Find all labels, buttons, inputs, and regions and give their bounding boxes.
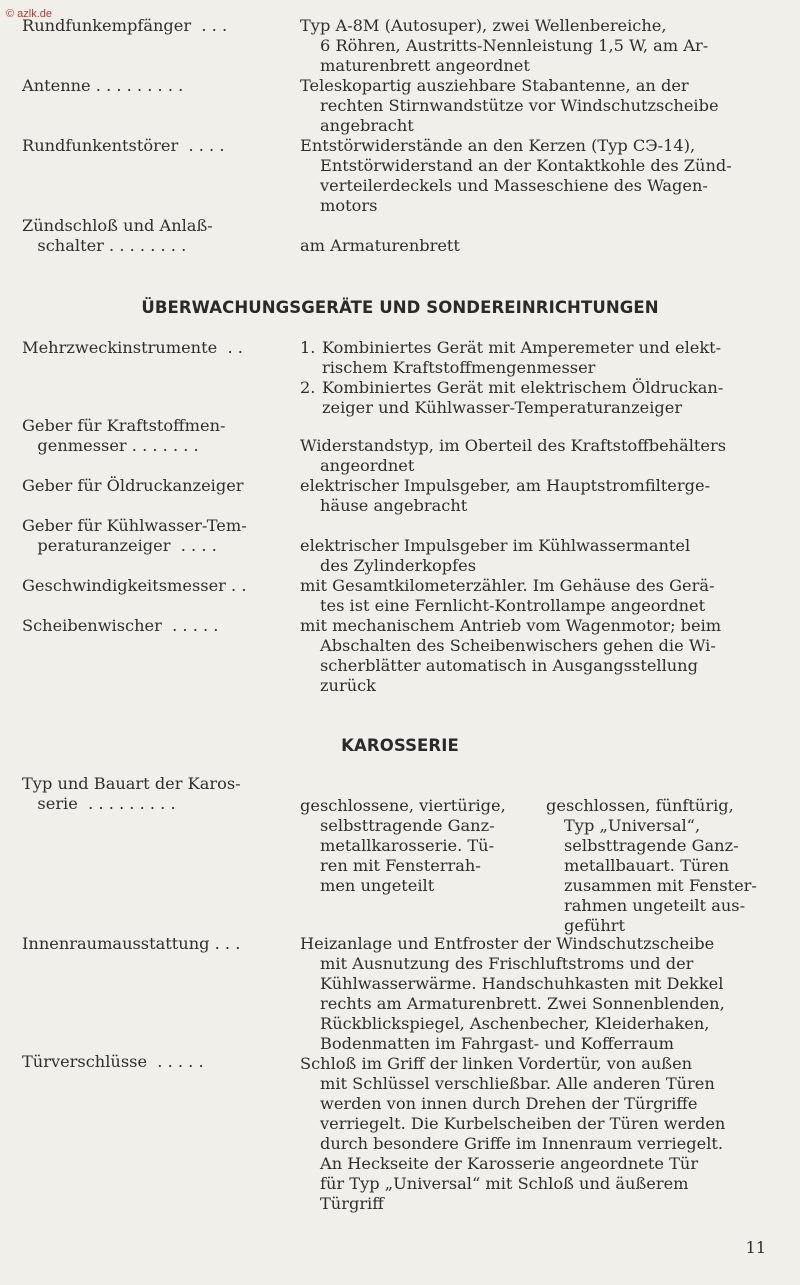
desc-line: Rückblickspiegel, Aschenbecher, Kleiderhaken, [320,1014,710,1033]
desc-line: Entstörwiderstände an den Kerzen (Typ CЭ-14), [300,136,696,155]
desc-line: Widerstandstyp, im Oberteil des Kraftstoffbehälters [300,436,727,455]
desc-line: rischem Kraftstoffmengenmesser [322,358,596,377]
desc-line: geschlossene, viertürige, [300,796,506,815]
label-interior: Innenraumausstattung . . . [22,934,241,953]
desc-line: Türgriff [320,1194,384,1213]
desc-line: des Zylinderkopfes [320,556,477,575]
desc-line: am Armaturenbrett [300,236,460,255]
desc-line: mit mechanischem Antrieb vom Wagenmotor; beim [300,616,722,635]
body-type-universal [546,796,776,936]
desc-line: Schloß im Griff der linken Vordertür, von außen [300,1054,693,1073]
label-multi-instruments: Mehrzweckinstrumente . . [22,338,243,357]
desc-interior [300,934,774,1054]
heading-body: KAROSSERIE [341,736,459,755]
label-ignition: Zündschloß und Anlaß- schalter . . . . . . . . [22,216,213,255]
label-radio: Rundfunkempfänger . . . [22,16,228,35]
desc-line: Heizanlage und Entfroster der Windschutzscheibe [300,934,715,953]
desc-line: angeordnet [320,456,415,475]
desc-antenna [300,76,774,136]
desc-line: maturenbrett angeordnet [320,56,530,75]
desc-line: mit Gesamtkilometerzähler. Im Gehäuse des Gerä- [300,576,715,595]
label-antenna: Antenne . . . . . . . . . [22,76,184,95]
item-number: 1. [300,338,316,357]
desc-suppressor [300,136,774,216]
page-number: 11 [745,1238,766,1257]
desc-line: tes ist eine Fernlicht-Kontrollampe angeordnet [320,596,706,615]
desc-line: zeiger und Kühlwasser-Temperaturanzeiger [322,398,683,417]
desc-line: ren mit Fensterrah- [320,856,481,875]
desc-ignition [300,236,774,256]
label-coolant-sender: Geber für Kühlwasser-Tem- peraturanzeiger . . . . [22,516,247,555]
desc-line: Bodenmatten im Fahrgast- und Kofferraum [320,1034,674,1053]
label-body-type: Typ und Bauart der Karos- serie . . . . . . . . . [22,774,241,813]
body-type-sedan [300,796,526,896]
watermark: © azlk.de [6,8,53,20]
desc-line: zurück [320,676,376,695]
desc-line: rechts am Armaturenbrett. Zwei Sonnenblenden, [320,994,725,1013]
desc-line: verteilerdeckels und Masseschiene des Wagen- [320,176,708,195]
desc-radio [300,16,774,76]
desc-line: geführt [564,916,626,935]
heading-monitoring: ÜBERWACHUNGSGERÄTE UND SONDEREINRICHTUNGEN [141,298,659,317]
desc-line: An Heckseite der Karosserie angeordnete Tür [320,1154,699,1173]
desc-line: scherblätter automatisch in Ausgangsstellung [320,656,698,675]
desc-line: werden von innen durch Drehen der Türgriffe [320,1094,698,1113]
desc-door-locks [300,1054,774,1214]
desc-line: Kühlwasserwärme. Handschuhkasten mit Dekkel [320,974,724,993]
desc-line: Abschalten des Scheibenwischers gehen die Wi- [320,636,716,655]
label-suppressor: Rundfunkentstörer . . . . [22,136,225,155]
desc-line: Entstörwiderstand an der Kontaktkohle des Zünd- [320,156,732,175]
desc-line: Teleskopartig ausziehbare Stabantenne, an der [300,76,689,95]
label-speedometer: Geschwindigkeitsmesser . . [22,576,247,595]
desc-line: selbsttragende Ganz- [564,836,739,855]
desc-line: häuse angebracht [320,496,468,515]
label-oil-sender: Geber für Öldruckanzeiger [22,476,244,495]
desc-line: elektrischer Impulsgeber, am Hauptstromfilterge- [300,476,711,495]
item-number: 2. [300,378,316,397]
desc-line: Typ „Universal“, [564,816,701,835]
desc-line: durch besondere Griffe im Innenraum verriegelt. [320,1134,724,1153]
desc-fuel-sender [300,436,774,476]
desc-line: metallkarosserie. Tü- [320,836,495,855]
desc-line: angebracht [320,116,414,135]
desc-line: selbsttragende Ganz- [320,816,495,835]
desc-line: Kombiniertes Gerät mit elektrischem Öldruckan- [322,378,724,397]
desc-line: mit Ausnutzung des Frischluftstroms und der [320,954,694,973]
desc-line: Kombiniertes Gerät mit Amperemeter und elekt- [322,338,722,357]
desc-line: rahmen ungeteilt aus- [564,896,746,915]
desc-wiper [300,616,774,696]
desc-line: men ungeteilt [320,876,435,895]
desc-line: Typ A-8M (Autosuper), zwei Wellenbereiche, [300,16,667,35]
desc-line: geschlossen, fünftürig, [546,796,734,815]
desc-coolant-sender [300,536,774,576]
label-wiper: Scheibenwischer . . . . . [22,616,219,635]
desc-line: zusammen mit Fenster- [564,876,757,895]
desc-line: metallbauart. Türen [564,856,730,875]
desc-oil-sender [300,476,774,516]
multi-item [300,338,774,378]
desc-line: mit Schlüssel verschließbar. Alle anderen Türen [320,1074,715,1093]
desc-line: rechten Stirnwandstütze vor Windschutzscheibe [320,96,719,115]
desc-line: 6 Röhren, Austritts-Nennleistung 1,5 W, am Ar- [320,36,709,55]
label-fuel-sender: Geber für Kraftstoffmen- genmesser . . . . . . . [22,416,226,455]
desc-line: verriegelt. Die Kurbelscheiben der Türen werden [320,1114,726,1133]
desc-multi-instruments [300,338,774,418]
label-door-locks: Türverschlüsse . . . . . [22,1052,204,1071]
desc-speedometer [300,576,774,616]
desc-line: motors [320,196,378,215]
desc-line: für Typ „Universal“ mit Schloß und äußerem [320,1174,689,1193]
desc-line: elektrischer Impulsgeber im Kühlwassermantel [300,536,691,555]
multi-item [300,378,774,418]
